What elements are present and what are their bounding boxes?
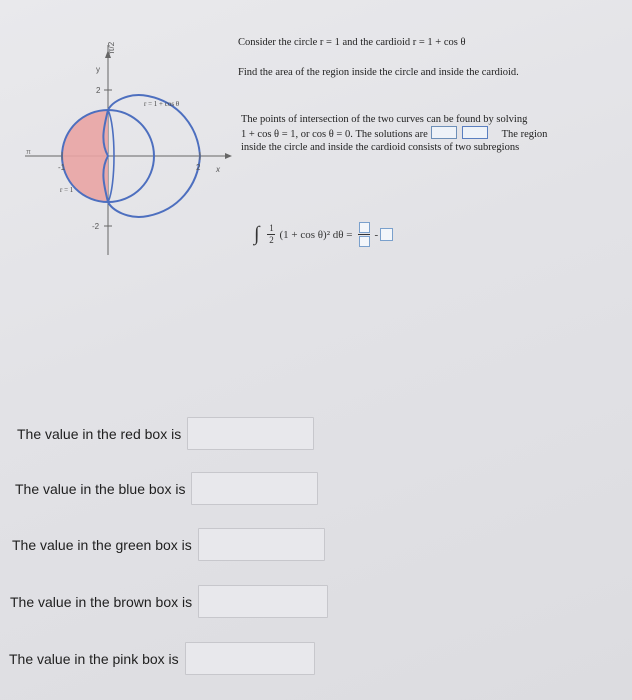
x-axis-label: x [216, 165, 220, 174]
origin-label: π [26, 149, 31, 156]
answer-label-pink: The value in the pink box is [9, 650, 179, 667]
answer-input-green[interactable] [198, 528, 325, 561]
tick-y-neg: -2 [92, 222, 100, 231]
answer-row-brown [10, 585, 328, 618]
answer-row-green [12, 528, 325, 561]
answer-label-blue: The value in the blue box is [15, 480, 186, 497]
answer-label-brown: The value in the brown box is [10, 593, 193, 610]
red-box [431, 126, 457, 139]
half-fraction: $\frac{1}{2}$ [269, 223, 274, 245]
integral-expr: (1 + cos θ)² dθ = [279, 228, 353, 241]
answer-section [0, 400, 632, 700]
tick-y-pos: 2 [96, 86, 101, 95]
integral-expression [254, 222, 393, 247]
answer-row-blue [15, 472, 318, 505]
minus-sign: - [374, 228, 379, 241]
answer-label-red: The value in the red box is [17, 425, 182, 442]
integral-sign: ∫ [254, 223, 260, 245]
solve-line2: 1 + cos θ = 1, or cos θ = 0. The solutions are The region [241, 126, 616, 141]
blue-box [462, 126, 488, 139]
pink-box [380, 228, 393, 241]
problem-task: Find the area of the region inside the circle and inside the cardioid. [238, 66, 519, 78]
problem-text [238, 36, 618, 95]
x-axis-arrow [225, 153, 232, 159]
answer-row-pink [9, 642, 315, 675]
answer-input-pink[interactable] [185, 642, 315, 675]
theta-label: π/2 [107, 41, 116, 54]
solve-line3: inside the circle and inside the cardioid consists of two subregions [241, 142, 520, 154]
result-fraction [358, 222, 370, 247]
problem-statement: Consider the circle r = 1 and the cardioid r = 1 + cos θ [238, 37, 466, 48]
y-axis-label: y [96, 65, 100, 74]
green-box [359, 222, 370, 233]
cardioid-label: r = 1 + cos θ [144, 100, 180, 108]
brown-box [359, 236, 370, 247]
solve-line1: The points of intersection of the two curves can be found by solving [241, 114, 528, 125]
answer-input-brown[interactable] [198, 585, 328, 618]
polar-graph [20, 30, 240, 260]
tick-x-pos: 2 [196, 163, 201, 172]
tick-x-neg: -1 [58, 163, 66, 172]
circle-label: r = 1 [60, 186, 74, 194]
answer-row-red [17, 417, 314, 450]
answer-label-green: The value in the green box is [12, 536, 192, 553]
answer-input-red[interactable] [187, 417, 314, 450]
answer-input-blue[interactable] [191, 472, 318, 505]
solve-text [241, 113, 616, 154]
